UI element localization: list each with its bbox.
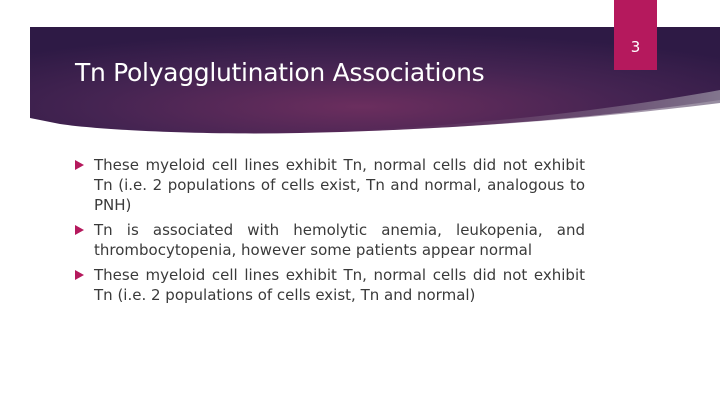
page-number: 3 — [630, 38, 641, 56]
bullet-text: These myeloid cell lines exhibit Tn, normal cells did not exhibit Tn (i.e. 2 populations of cells exist, Tn and normal, analogous to PNH) — [94, 156, 585, 214]
triangle-right-icon — [75, 160, 84, 170]
bullet-list — [75, 155, 585, 310]
bullet-text: These myeloid cell lines exhibit Tn, normal cells did not exhibit Tn (i.e. 2 populations of cells exist, Tn and normal) — [94, 266, 585, 304]
page-number-badge — [614, 0, 657, 70]
bullet-text: Tn is associated with hemolytic anemia, leukopenia, and thrombocytopenia, however some patients appear normal — [94, 221, 585, 259]
bullet-item — [75, 155, 585, 215]
triangle-right-icon — [75, 225, 84, 235]
triangle-right-icon — [75, 270, 84, 280]
bullet-item — [75, 265, 585, 305]
slide-title: Tn Polyagglutination Associations — [75, 58, 485, 87]
bullet-item — [75, 220, 585, 260]
